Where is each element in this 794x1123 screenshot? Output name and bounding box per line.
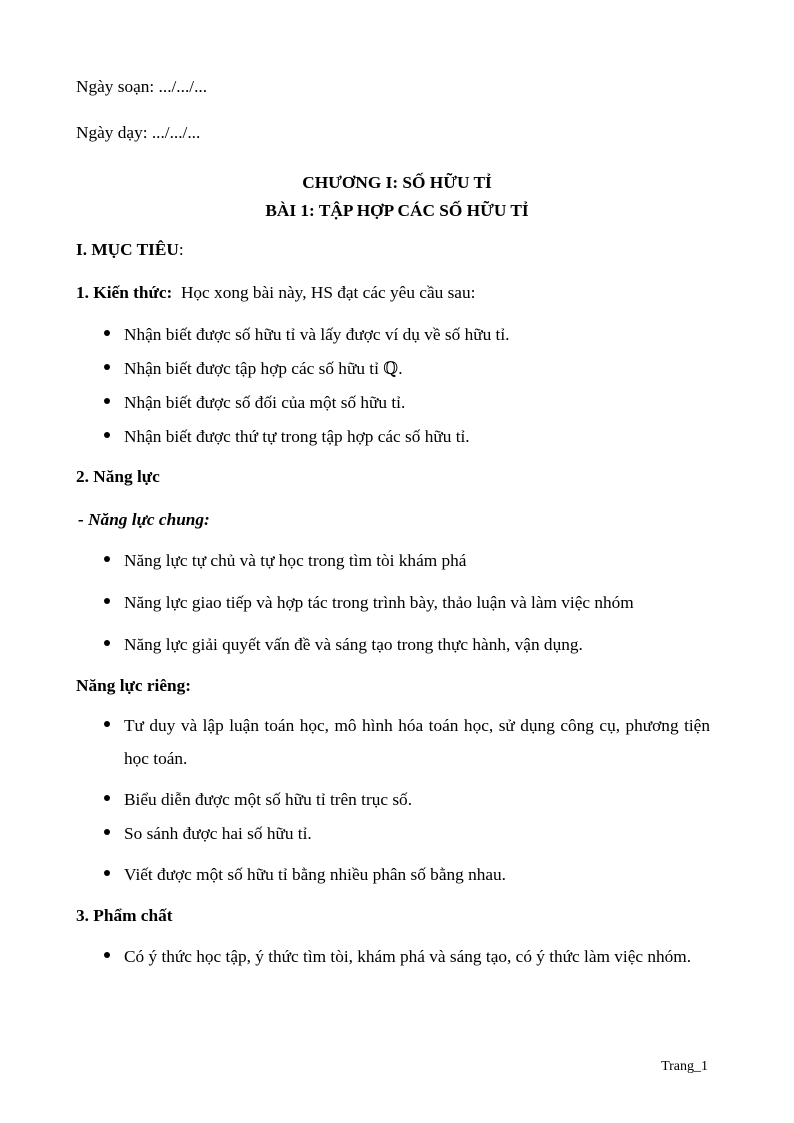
list-item: Tư duy và lập luận toán học, mô hình hóa toán học, sử dụng công cụ, phương tiện học toán. <box>124 716 710 768</box>
list-item: Biểu diễn được một số hữu tỉ trên trục số. <box>124 790 413 809</box>
bullet-icon <box>104 865 112 885</box>
bullet-icon <box>104 716 112 736</box>
list-item: Năng lực tự chủ và tự học trong tìm tòi khám phá <box>124 551 467 570</box>
date-prepared: Ngày soạn: .../.../... <box>76 77 208 96</box>
page-number: Trang_1 <box>661 1059 708 1074</box>
bullet-icon <box>104 393 112 413</box>
section-heading <box>76 240 184 260</box>
lesson-title: BÀI 1: TẬP HỢP CÁC SỐ HỮU TỈ <box>265 201 529 220</box>
bullet-icon <box>104 551 112 571</box>
knowledge-label: 1. Kiến thức: <box>76 283 173 302</box>
list-item: So sánh được hai số hữu tỉ. <box>124 824 312 843</box>
competence-heading: 2. Năng lực <box>76 467 160 486</box>
list-item: Nhận biết được tập hợp các số hữu tỉ ℚ. <box>124 359 403 378</box>
knowledge-line <box>76 283 475 303</box>
date-taught: Ngày dạy: .../.../... <box>76 123 201 142</box>
section-heading-text: I. MỤC TIÊU <box>76 240 179 259</box>
bullet-icon <box>104 790 112 810</box>
specific-competence-heading: Năng lực riêng: <box>76 676 192 695</box>
chapter-title: CHƯƠNG I: SỐ HỮU TỈ <box>302 173 492 192</box>
bullet-icon <box>104 593 112 613</box>
list-item: Năng lực giải quyết vấn đề và sáng tạo trong thực hành, vận dụng. <box>124 635 583 654</box>
bullet-icon <box>104 359 112 379</box>
list-item: Viết được một số hữu tỉ bằng nhiều phân số bằng nhau. <box>124 865 507 884</box>
bullet-icon <box>104 947 112 967</box>
bullet-icon <box>104 824 112 844</box>
list-item: Năng lực giao tiếp và hợp tác trong trình bày, thảo luận và làm việc nhóm <box>124 593 634 612</box>
list-item: Có ý thức học tập, ý thức tìm tòi, khám phá và sáng tạo, có ý thức làm việc nhóm. <box>124 947 692 966</box>
bullet-icon <box>104 325 112 345</box>
bullet-icon <box>104 427 112 447</box>
qualities-heading: 3. Phẩm chất <box>76 906 173 925</box>
section-heading-colon: : <box>178 240 184 259</box>
list-item: Nhận biết được số đối của một số hữu tỉ. <box>124 393 406 412</box>
bullet-icon <box>104 635 112 655</box>
general-competence-heading: - Năng lực chung: <box>78 510 210 529</box>
list-item: Nhận biết được số hữu tỉ và lấy được ví dụ về số hữu tỉ. <box>124 325 510 344</box>
list-item: Nhận biết được thứ tự trong tập hợp các số hữu tỉ. <box>124 427 470 446</box>
knowledge-intro: Học xong bài này, HS đạt các yêu cầu sau: <box>180 283 476 302</box>
